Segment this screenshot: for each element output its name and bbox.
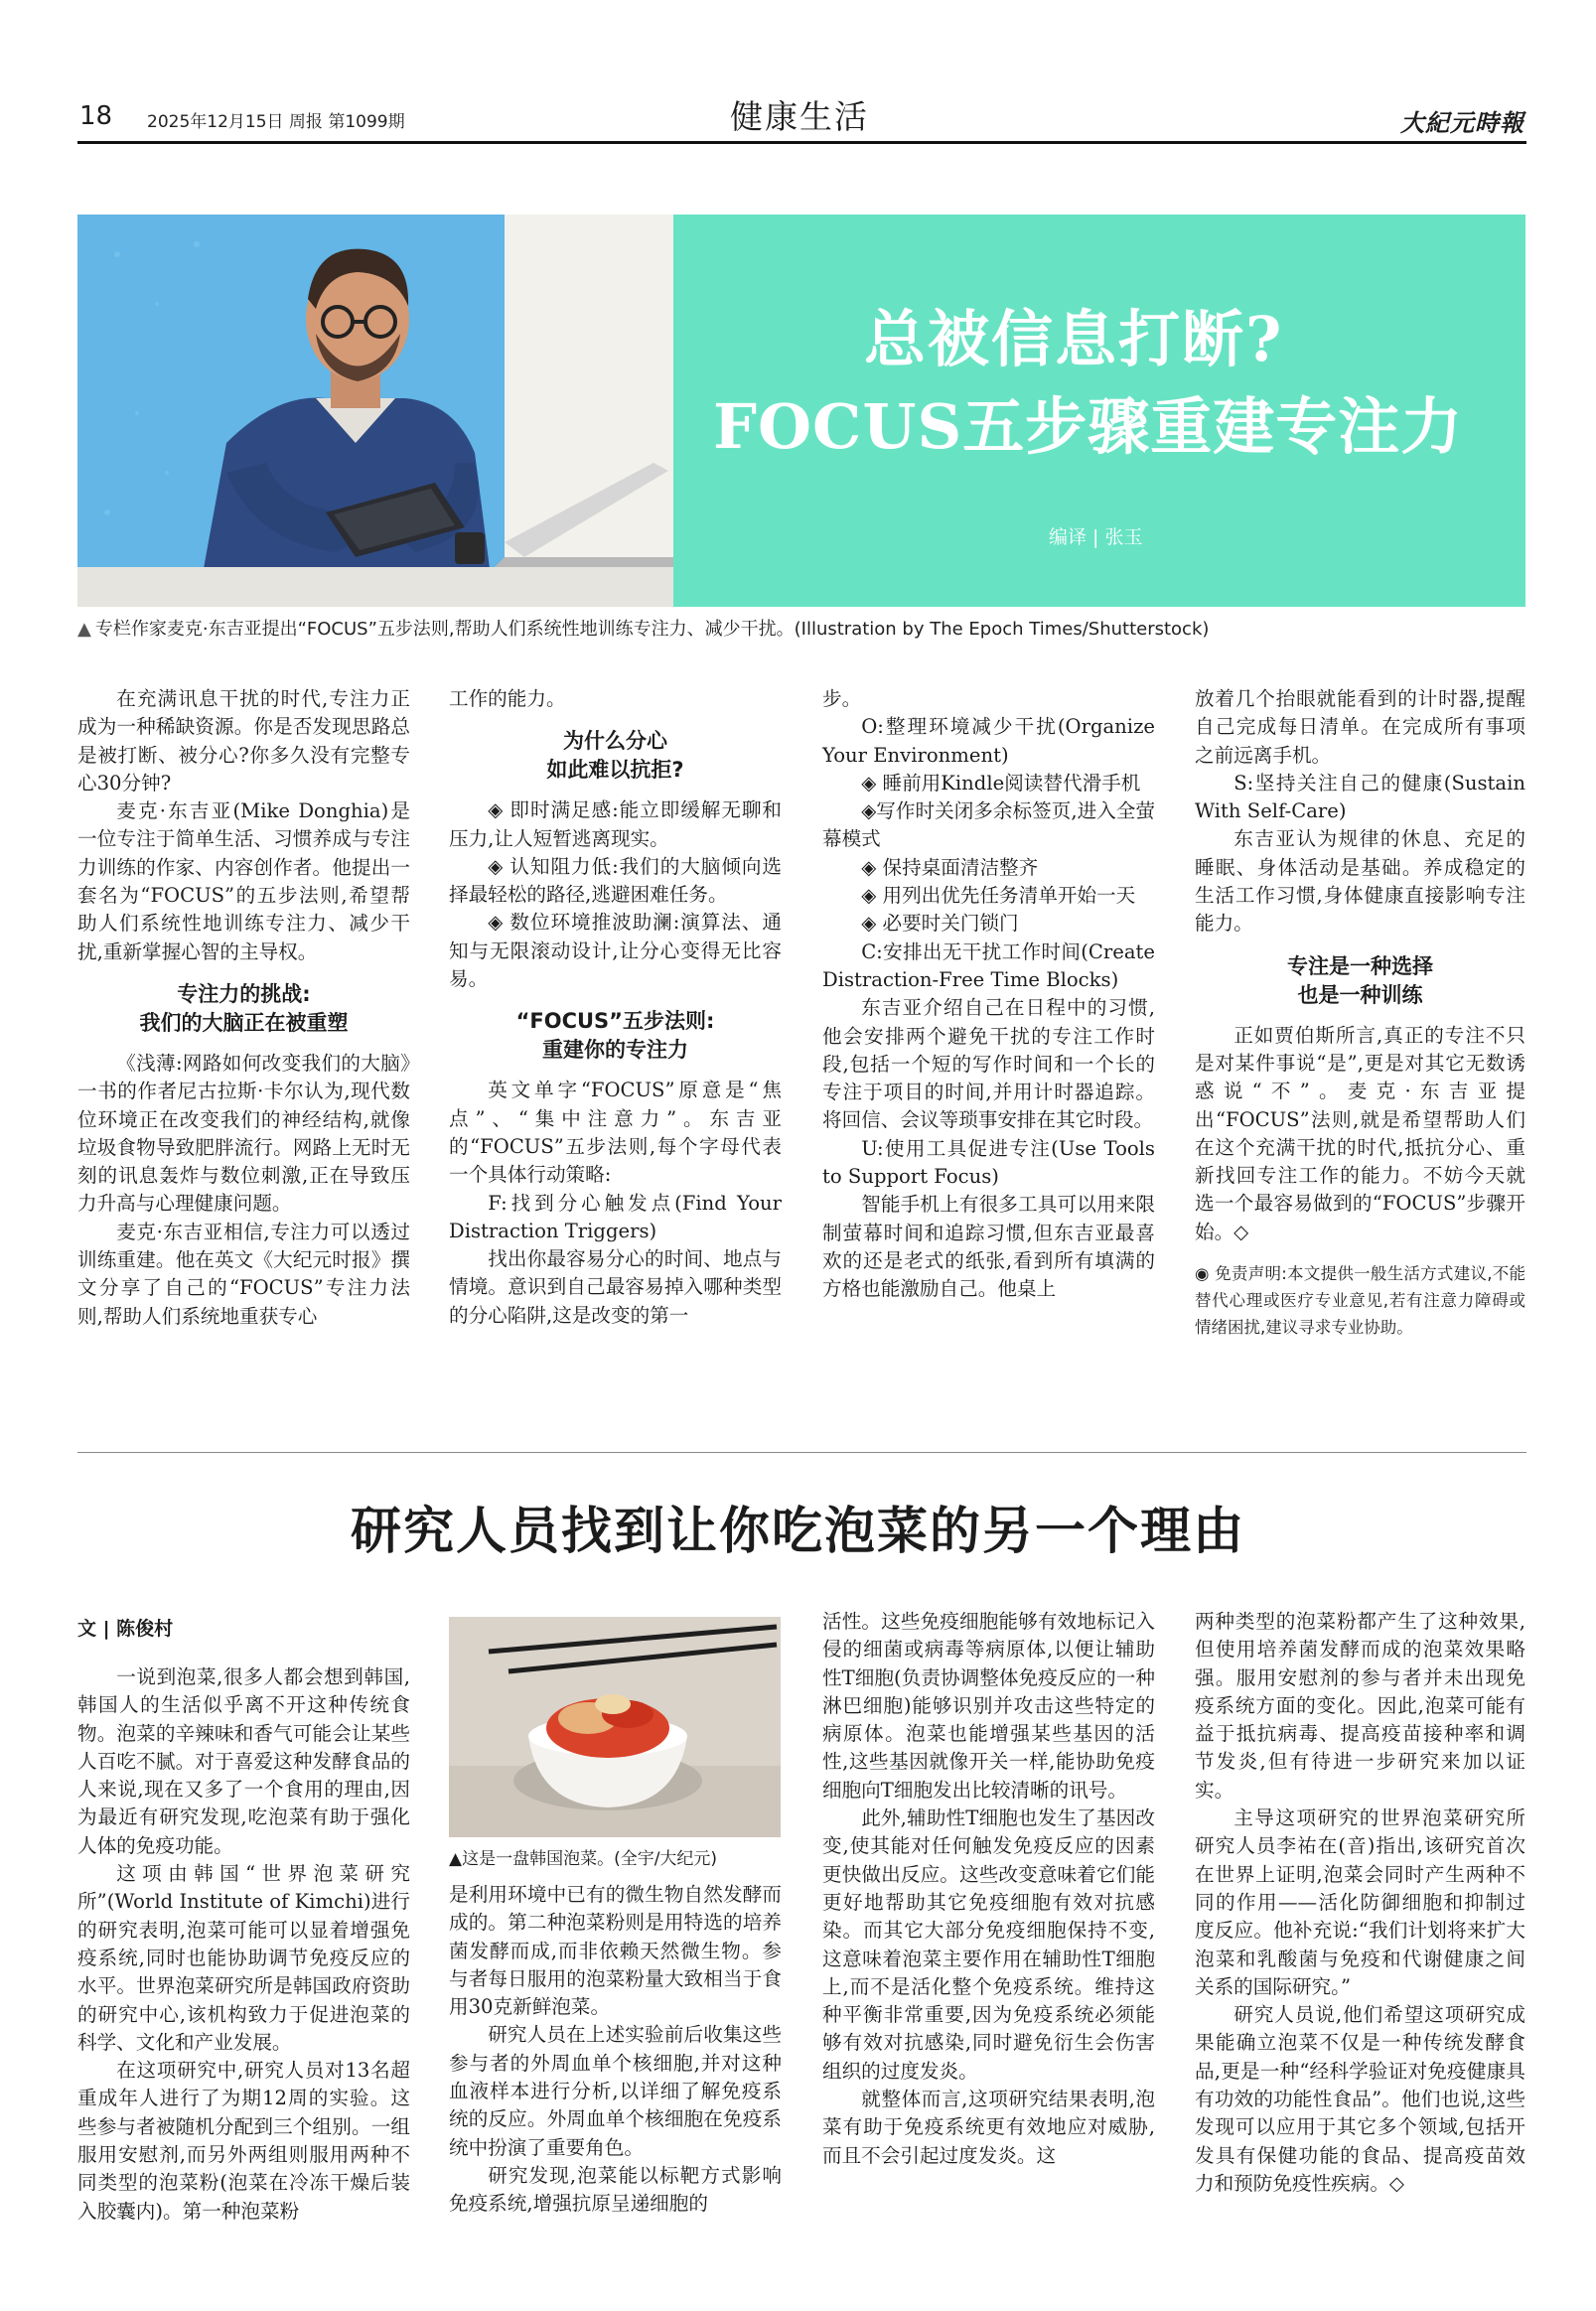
story1-column-2 <box>449 685 782 1330</box>
story1-banner <box>77 215 1525 607</box>
story2-title: 研究人员找到让你吃泡菜的另一个理由 <box>350 1502 1245 1561</box>
section-heading: “FOCUS”五步法则: 重建你的专注力 <box>515 1009 715 1063</box>
story2-column-3 <box>822 1608 1155 2170</box>
disclaimer: ◉ 免责声明:本文提供一般生活方式建议,不能替代心理或医疗专业意见,若有注意力障碍或情绪困扰,建议寻求专业协助。 <box>1195 1264 1525 1338</box>
section-heading: 专注力的挑战: 我们的大脑正在被重塑 <box>139 981 349 1035</box>
paragraph: 研究发现,泡菜能以标靶方式影响免疫系统,增强抗原呈递细胞的 <box>449 2163 782 2216</box>
step-heading: U:使用工具促进专注(Use Tools to Support Focus) <box>822 1136 1155 1189</box>
paragraph: 智能手机上有很多工具可以用来限制萤幕时间和追踪习惯,但东吉亚最喜欢的还是老式的纸张,看到所有填满的方格也能激励自己。他桌上 <box>822 1193 1155 1301</box>
page-number: 18 <box>79 101 113 131</box>
caption-triangle-icon: ▲ <box>77 619 91 640</box>
paragraph: 研究人员在上述实验前后收集这些参与者的外周血单个核细胞,并对这种血液样本进行分析,以详细了解免疫系统的反应。外周血单个核细胞在免疫系统中扮演了重要角色。 <box>449 2023 782 2159</box>
header-rule <box>77 141 1526 144</box>
paragraph: 放着几个抬眼就能看到的计时器,提醒自己完成每日清单。在完成所有事项之前远离手机。 <box>1195 687 1525 767</box>
paragraph: 是利用环境中已有的微生物自然发酵而成的。第二种泡菜粉则是用特选的培养菌发酵而成,而非依赖天然微生物。参与者每日服用的泡菜粉量大致相当于食用30克新鲜泡菜。 <box>449 1883 782 2019</box>
paragraph: 研究人员说,他们希望这项研究成果能确立泡菜不仅是一种传统发酵食品,更是一种“经科学验证对免疫健康具有功效的功能性食品”。他们也说,这些发现可以应用于其它多个领域,包括开发具有保健功能的食品、提高疫苗效力和预防免疫性疾病。◇ <box>1195 2003 1525 2195</box>
paragraph: 步。 <box>822 687 862 710</box>
story1-headline-line2: FOCUS五步骤重建专注力 <box>713 390 1464 463</box>
paragraph: 找出你最容易分心的时间、地点与情境。意识到自己最容易掉入哪种类型的分心陷阱,这是改变的第一 <box>449 1247 782 1327</box>
paragraph: 一说到泡菜,很多人都会想到韩国,韩国人的生活似乎离不开这种传统食物。泡菜的辛辣味和香气可能会让某些人百吃不腻。对于喜爱这种发酵食品的人来说,现在又多了一个食用的理由,因为最近有研究发现,吃泡菜有助于强化人体的免疫功能。 <box>77 1665 410 1857</box>
section-title: 健康生活 <box>730 97 869 136</box>
story1-byline: 编译 | 张玉 <box>1049 526 1143 548</box>
paragraph: 麦克·东吉亚相信,专注力可以透过训练重建。他在英文《大纪元时报》撰文分享了自己的“FOCUS”专注力法则,帮助人们系统地重获专心 <box>77 1220 410 1328</box>
paragraph: 就整体而言,这项研究结果表明,泡菜有助于免疫系统更有效地应对威胁,而且不会引起过度发炎。这 <box>822 2088 1155 2167</box>
paragraph: 这项由韩国“世界泡菜研究所”(World Institute of Kimchi)进行的研究表明,泡菜可能可以显着增强免疫系统,同时也能协助调节免疫反应的水平。世界泡菜研究所是韩国政府资助的研究中心,该机构致力于促进泡菜的科学、文化和产业发展。 <box>77 1862 410 2054</box>
paragraph: 英文单字“FOCUS”原意是“焦点”、“集中注意力”。东吉亚的“FOCUS”五步法则,每个字母代表一个具体行动策略: <box>449 1079 782 1187</box>
step-heading: S:坚持关注自己的健康(Sustain With Self-Care) <box>1195 771 1525 823</box>
bullet-item: ◈ 睡前用Kindle阅读替代滑手机 <box>861 771 1141 794</box>
paragraph: 两种类型的泡菜粉都产生了这种效果,但使用培养菌发酵而成的泡菜效果略强。服用安慰剂的参与者并未出现免疫系统方面的变化。因此,泡菜可能有益于抵抗病毒、提高疫苗接种率和调节发炎,但有待进一步研究来加以证实。 <box>1195 1610 1525 1802</box>
bullet-item: ◈ 保持桌面清洁整齐 <box>861 855 1039 879</box>
paragraph: 在这项研究中,研究人员对13名超重成年人进行了为期12周的实验。这些参与者被随机分配到三个组别。一组服用安慰剂,而另外两组则服用两种不同类型的泡菜粉(泡菜在冷冻干燥后装入胶囊内)。第一种泡菜粉 <box>77 2059 410 2223</box>
paragraph: 《浅薄:网路如何改变我们的大脑》一书的作者尼古拉斯·卡尔认为,现代数位环境正在改变我们的神经结构,就像垃圾食物导致肥胖流行。网路上无时无刻的讯息轰炸与数位刺激,正在导致压力升高与心理健康问题。 <box>77 1051 410 1216</box>
bullet-item: ◈ 数位环境推波助澜:演算法、通知与无限滚动设计,让分心变得无比容易。 <box>449 911 782 991</box>
illustration-man-with-tablet <box>77 215 673 607</box>
step-heading: C:安排出无干扰工作时间(Create Distraction-Free Time Blocks) <box>822 939 1155 991</box>
step-heading: O:整理环境减少干扰(Organize Your Environment) <box>822 715 1155 767</box>
paragraph: 此外,辅助性T细胞也发生了基因改变,使其能对任何触发免疫反应的因素更快做出反应。这些改变意味着它们能更好地帮助其它免疫细胞有效对抗感染。而其它大部分免疫细胞保持不变,这意味着泡菜主要作用在辅助性T细胞上,而不是活化整个免疫系统。维持这种平衡非常重要,因为免疫系统必须能够有效对抗感染,同时避免衍生会伤害组织的过度发炎。 <box>822 1806 1155 2083</box>
paragraph: 东吉亚认为规律的休息、充足的睡眠、身体活动是基础。养成稳定的生活工作习惯,身体健康直接影响专注能力。 <box>1195 827 1525 936</box>
story1-column-3 <box>822 685 1155 1304</box>
bullet-item: ◈ 认知阻力低:我们的大脑倾向选择最轻松的路径,逃避困难任务。 <box>449 854 782 907</box>
step-heading: F:找到分心触发点(Find Your Distraction Triggers) <box>449 1191 782 1242</box>
paragraph: 东吉亚介绍自己在日程中的习惯,他会安排两个避免干扰的专注工作时段,包括一个短的写作时间和一个长的专注于项目的时间,并用计时器追踪。将回信、会议等琐事安排在其它时段。 <box>822 996 1155 1132</box>
story1-headline-line1: 总被信息打断? <box>864 303 1284 375</box>
newspaper-logo: 大紀元時報 <box>1400 108 1524 137</box>
paragraph: 麦克·东吉亚(Mike Donghia)是一位专注于简单生活、习惯养成与专注力训练的作家、内容创作者。他提出一套名为“FOCUS”的五步法则,希望帮助人们系统性地训练专注力、减少干扰,重新掌握心智的主导权。 <box>77 799 410 963</box>
bullet-item: ◈写作时关闭多余标签页,进入全萤幕模式 <box>822 799 1155 851</box>
story-divider <box>77 1452 1526 1453</box>
issue-date: 2025年12月15日 周报 第1099期 <box>147 112 405 132</box>
story2-byline: 文 | 陈俊村 <box>77 1618 174 1640</box>
story1-column-4 <box>1195 685 1525 1341</box>
bullet-item: ◈ 即时满足感:能立即缓解无聊和压力,让人短暂逃离现实。 <box>449 798 782 850</box>
kimchi-photo-caption: ▲这是一盘韩国泡菜。(全宇/大纪元) <box>449 1849 718 1869</box>
paragraph: 工作的能力。 <box>449 687 566 710</box>
paragraph: 活性。这些免疫细胞能够有效地标记入侵的细菌或病毒等病原体,以便让辅助性T细胞(负责协调整体免疫反应的一种淋巴细胞)能够识别并攻击这些特定的病原体。泡菜也能增强某些基因的活性,这些基因就像开关一样,能协助免疫细胞向T细胞发出比较清晰的讯号。 <box>822 1610 1155 1802</box>
story2-column-4 <box>1195 1608 1525 2198</box>
bullet-item: ◈ 用列出优先任务清单开始一天 <box>861 884 1136 908</box>
story1-column-1 <box>77 685 410 1331</box>
paragraph: 在充满讯息干扰的时代,专注力正成为一种稀缺资源。你是否发现思路总是被打断、被分心?你多久没有完整专心30分钟? <box>77 687 410 794</box>
bullet-item: ◈ 必要时关门锁门 <box>861 912 1019 936</box>
section-heading: 专注是一种选择 也是一种训练 <box>1287 953 1433 1007</box>
story1-caption: ▲ 专栏作家麦克·东吉亚提出“FOCUS”五步法则,帮助人们系统性地训练专注力、减少干扰。(Illustration by The Epoch Times/Shutterstock) <box>77 619 1210 640</box>
kimchi-photo <box>449 1617 781 1837</box>
paragraph: 主导这项研究的世界泡菜研究所研究人员李祐在(音)指出,该研究首次在世界上证明,泡菜会同时产生两种不同的作用——活化防御细胞和抑制过度反应。他补充说:“我们计划将来扩大泡菜和乳酸菌与免疫和代谢健康之间关系的国际研究。” <box>1195 1806 1525 1998</box>
story2-column-1 <box>77 1663 410 2226</box>
paragraph: 正如贾伯斯所言,真正的专注不只是对某件事说“是”,更是对其它无数诱惑说“不”。麦克·东吉亚提出“FOCUS”法则,就是希望帮助人们在这个充满干扰的时代,抵抗分心、重新找回专注工作的能力。不妨今天就选一个最容易做到的“FOCUS”步骤开始。◇ <box>1195 1023 1525 1243</box>
story2-column-2 <box>449 1881 782 2219</box>
section-heading: 为什么分心 如此难以抗拒? <box>546 729 684 783</box>
